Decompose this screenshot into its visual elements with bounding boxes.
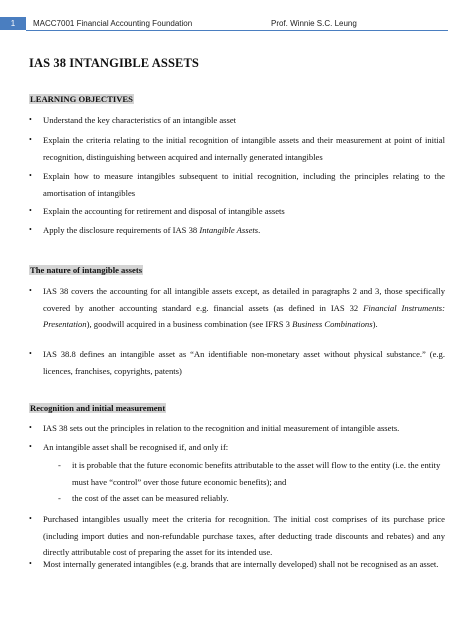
bullet-icon: •	[29, 286, 32, 295]
bullet-icon: •	[29, 135, 32, 144]
list-item-text: Explain how to measure intangibles subsequent to initial recognition, including the principles relating to the amortisation of intangibles	[43, 171, 445, 198]
list-item-text: Understand the key characteristics of an intangible asset	[43, 115, 237, 125]
list-item	[29, 420, 445, 437]
list-item	[29, 439, 445, 456]
heading-text: Recognition and initial measurement	[30, 403, 166, 413]
professor-name: Prof. Winnie S.C. Leung	[271, 19, 357, 28]
text-part: IAS 38 covers the accounting for all intangible assets except, as detailed in paragraphs 2 and 3, those specifically covered by another accounting standard e.g. financial assets (as defined in IAS 32	[43, 286, 445, 313]
list-item-text: An intangible asset shall be recognised if, and only if:	[43, 442, 229, 452]
bullet-icon: •	[29, 559, 32, 568]
bullet-icon: •	[29, 171, 32, 180]
list-item-text	[43, 222, 445, 239]
text-part: ).	[372, 319, 378, 329]
sub-list-item	[58, 457, 446, 490]
bullet-icon: •	[29, 423, 32, 432]
heading-text: The nature of intangible assets	[30, 265, 143, 275]
section-heading-learning-objectives	[29, 94, 134, 104]
bullet-icon: •	[29, 206, 32, 215]
list-item-text: Purchased intangibles usually meet the criteria for recognition. The initial cost comprises of its purchase price (including import duties and non-refundable purchase taxes, after deducting trade discounts and rebates) and any directly attributable cost of preparing the asset for its intended use.	[43, 514, 445, 557]
section-heading-recognition	[29, 403, 166, 413]
sub-list-item-text: the cost of the asset can be measured reliably.	[72, 493, 229, 503]
list-item-text: Most internally generated intangibles (e.g. brands that are internally developed) shall not be recognised as an asset.	[43, 559, 439, 569]
heading-text: LEARNING OBJECTIVES	[30, 94, 133, 104]
list-item	[29, 511, 445, 561]
list-item-text	[43, 283, 445, 333]
list-item	[29, 556, 445, 573]
list-item	[29, 168, 445, 201]
sub-list-item-text: it is probable that the future economic benefits attributable to the asset will flow to the entity (i.e. the entity must have “control” over those future economic benefits); and	[72, 460, 441, 487]
page-number: 1	[0, 17, 26, 30]
bullet-icon: •	[29, 442, 32, 451]
list-item	[29, 203, 445, 220]
bullet-icon: •	[29, 514, 32, 523]
page-header	[0, 17, 474, 31]
list-item	[29, 132, 445, 165]
list-item	[29, 346, 445, 379]
sub-list-item	[58, 490, 446, 507]
document-title: IAS 38 INTANGIBLE ASSETS	[29, 56, 199, 70]
dash-icon: -	[58, 460, 61, 470]
list-item-text: IAS 38.8 defines an intangible asset as “An identifiable non-monetary asset without physical substance.” (e.g. licences, franchises, copyrights, patents)	[43, 349, 445, 376]
text-part: ), goodwill acquired in a business combination (see IFRS 3	[86, 319, 293, 329]
list-item	[29, 112, 445, 129]
list-item-text: Explain the criteria relating to the initial recognition of intangible assets and their measurement at point of initial recognition, distinguishing between acquired and internally generated intangibles	[43, 135, 445, 162]
bullet-icon: •	[29, 349, 32, 358]
standard-name: Intangible Assets	[199, 225, 259, 235]
dash-icon: -	[58, 493, 61, 503]
punctuation: .	[258, 225, 261, 235]
list-item-text-part: Apply the disclosure requirements of IAS 38	[43, 225, 200, 235]
bullet-icon: •	[29, 115, 32, 124]
list-item	[29, 283, 445, 333]
bullet-icon: •	[29, 225, 32, 234]
standard-name: Financial Instruments: Presentation	[43, 302, 445, 329]
header-rule	[26, 30, 448, 31]
list-item-text: IAS 38 sets out the principles in relation to the recognition and initial measurement of intangible assets.	[43, 423, 400, 433]
list-item-text: Explain the accounting for retirement and disposal of intangible assets	[43, 206, 285, 216]
list-item	[29, 222, 445, 239]
course-title: MACC7001 Financial Accounting Foundation	[33, 19, 193, 28]
section-heading-nature	[29, 265, 143, 275]
standard-name: Business Combinations	[292, 319, 373, 329]
